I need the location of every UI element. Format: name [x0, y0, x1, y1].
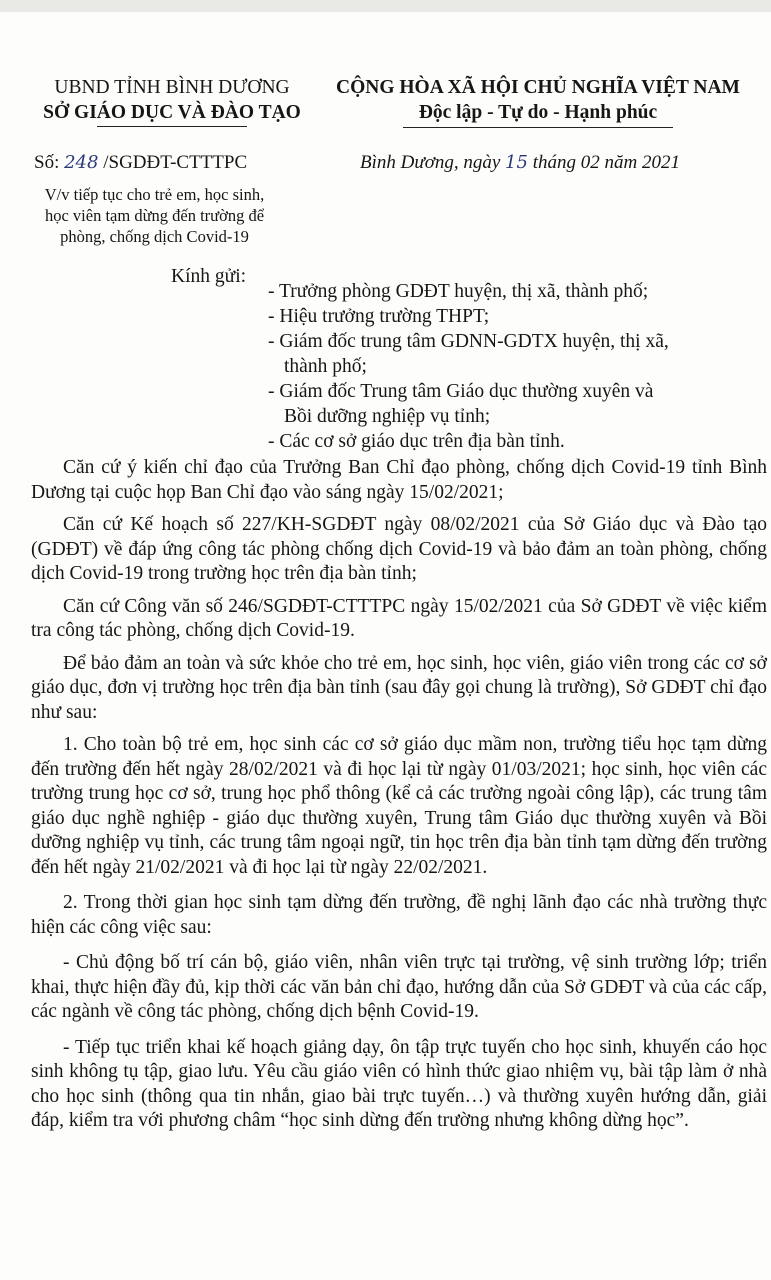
- document-number: [34, 152, 247, 174]
- subject-line-1: V/v tiếp tục cho trẻ em, học sinh,: [44, 185, 265, 204]
- subject-summary: [22, 184, 287, 247]
- nation-line-1: CỘNG HÒA XÃ HỘI CHỦ NGHĨA VIỆT NAM: [336, 77, 740, 98]
- paragraph-task-2: - Tiếp tục triển khai kế hoạch giảng dạy, ôn tập trực tuyến cho học sinh, khuyến cáo học sinh không tụ tập, giao lưu. Yêu cầu giáo viên có hình thức giao nhiệm vụ, bài tập làm ở nhà cho học sinh (thông qua tin nhắn, giao bài trực tuyến…) và thường xuyên hướng dẫn, giải đáp, kiểm tra với phương châm “học sinh dừng đến trường nhưng không dừng học”.: [31, 1036, 767, 1131]
- recipient-2: - Hiệu trưởng trường THPT;: [268, 306, 490, 327]
- paragraph-task-1: - Chủ động bố trí cán bộ, giáo viên, nhân viên trực tại trường, vệ sinh trường lớp; triển khai, thực hiện đầy đủ, kịp thời các văn bản chỉ đạo, hướng dẫn của Sở GDĐT và của các cấp, các ngành về công tác phòng, chống dịch bệnh Covid-19.: [31, 952, 767, 1022]
- doc-number-suffix: /SGDĐT-CTTTPC: [98, 152, 248, 173]
- issuing-organization: [22, 75, 322, 127]
- doc-number-prefix: Số:: [34, 152, 65, 173]
- subject-line-2: học viên tạm dừng đến trường để: [44, 206, 265, 225]
- date-day-handwritten: 15: [505, 152, 528, 173]
- recipients-label: Kính gửi:: [171, 266, 247, 287]
- date-line: [360, 152, 680, 174]
- recipients-list: [268, 279, 748, 454]
- paragraph-basis-1: Căn cứ ý kiến chỉ đạo của Trưởng Ban Chỉ đạo phòng, chống dịch Covid-19 tỉnh Bình Dương tại cuộc họp Ban Chỉ đạo vào sáng ngày 15/02/2021;: [31, 457, 767, 503]
- doc-number-handwritten: 248: [64, 152, 99, 173]
- org-line-2: SỞ GIÁO DỤC VÀ ĐÀO TẠO: [43, 102, 301, 123]
- nation-line-2: Độc lập - Tự do - Hạnh phúc: [418, 102, 658, 123]
- org-line-1: UBND TỈNH BÌNH DƯƠNG: [54, 77, 290, 98]
- motto-underline: [403, 127, 673, 128]
- national-heading: [305, 75, 771, 128]
- paragraph-purpose: Để bảo đảm an toàn và sức khỏe cho trẻ em, học sinh, học viên, giáo viên trong các cơ sở giáo dục, đơn vị trường học trên địa bàn tỉnh (sau đây gọi chung là trường), Sở GDĐT chỉ đạo như sau:: [31, 652, 767, 723]
- document-body: [31, 456, 767, 1142]
- paragraph-directive-2: 2. Trong thời gian học sinh tạm dừng đến trường, đề nghị lãnh đạo các nhà trường thực hiện các công việc sau:: [31, 892, 767, 938]
- subject-line-3: phòng, chống dịch Covid-19: [60, 227, 249, 246]
- recipient-4-cont: Bồi dưỡng nghiệp vụ tỉnh;: [284, 406, 491, 427]
- recipient-4: - Giám đốc Trung tâm Giáo dục thường xuyên và: [268, 381, 654, 402]
- recipient-1: - Trưởng phòng GDĐT huyện, thị xã, thành phố;: [268, 281, 649, 302]
- paragraph-basis-3: Căn cứ Công văn số 246/SGDĐT-CTTTPC ngày 15/02/2021 của Sở GDĐT về việc kiểm tra công tác phòng, chống dịch Covid-19.: [31, 595, 767, 641]
- paragraph-basis-2: Căn cứ Kế hoạch số 227/KH-SGDĐT ngày 08/02/2021 của Sở Giáo dục và Đào tạo (GDĐT) về đáp ứng công tác phòng chống dịch Covid-19 và bảo đảm an toàn phòng, chống dịch Covid-19 trong trường học trên địa bàn tỉnh;: [31, 514, 767, 584]
- recipient-3-cont: thành phố;: [284, 356, 367, 377]
- recipient-3: - Giám đốc trung tâm GDNN-GDTX huyện, thị xã,: [268, 331, 669, 352]
- paragraph-directive-1: 1. Cho toàn bộ trẻ em, học sinh các cơ sở giáo dục mầm non, trường tiểu học tạm dừng đến trường đến hết ngày 28/02/2021 và đi học lại từ ngày 01/03/2021; học sinh, học viên các trường trung học cơ sở, trung học phổ thông (kể cả các trường ngoài công lập), các trung tâm giáo dục nghề nghiệp - giáo dục thường xuyên, Trung tâm Giáo dục thường xuyên và Bồi dưỡng nghiệp vụ tỉnh, các trung tâm ngoại ngữ, tin học trên địa bàn tỉnh tạm dừng đến trường đến hết ngày 21/02/2021 và đi học lại từ ngày 22/02/2021.: [31, 734, 767, 878]
- org-underline: [97, 126, 247, 127]
- date-prefix: Bình Dương, ngày: [360, 152, 506, 173]
- recipient-5: - Các cơ sở giáo dục trên địa bàn tỉnh.: [268, 431, 565, 452]
- date-suffix: tháng 02 năm 2021: [527, 152, 680, 173]
